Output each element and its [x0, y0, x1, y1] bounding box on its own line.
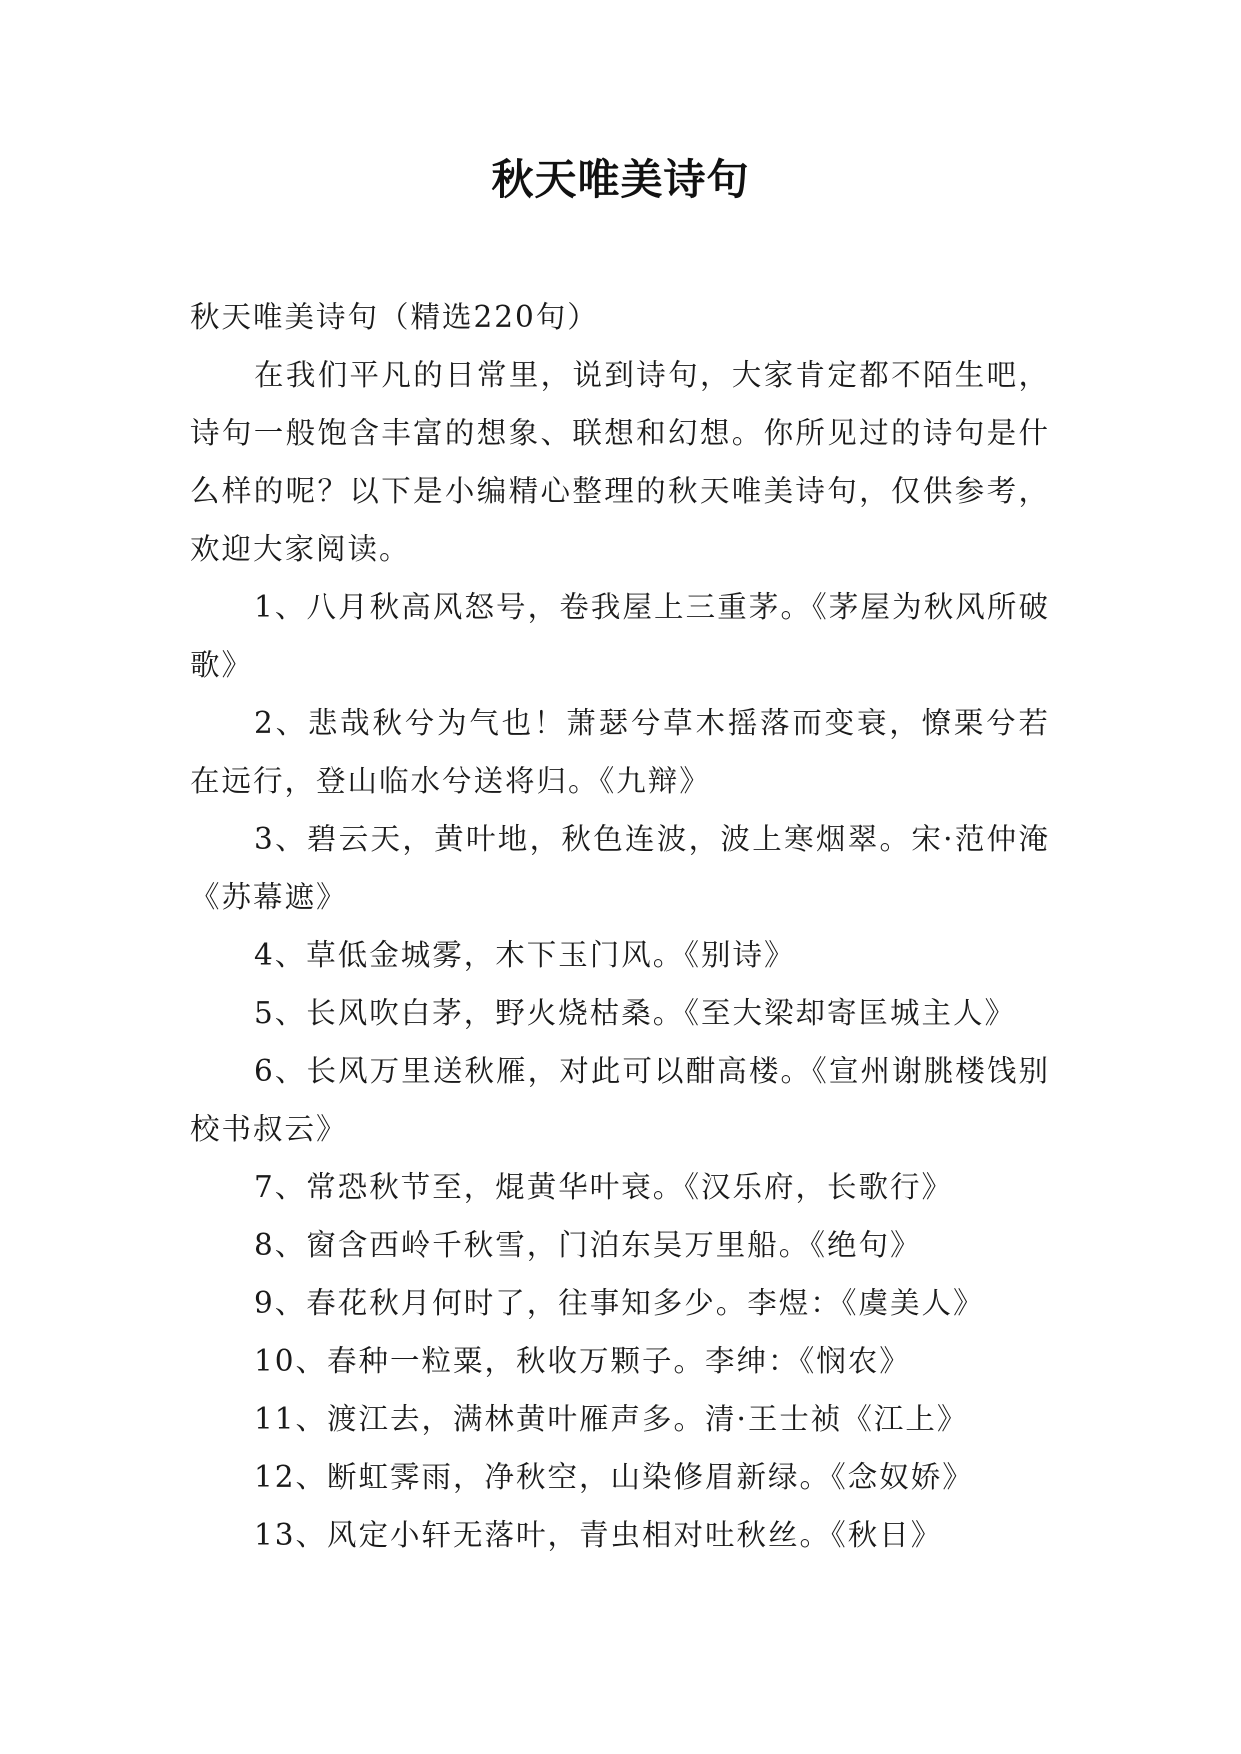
poem-line-2: 2、悲哉秋兮为气也！萧瑟兮草木摇落而变衰，憭栗兮若在远行，登山临水兮送将归。《九辩》 — [190, 706, 1050, 798]
document-subtitle: 秋天唯美诗句（精选220句） — [190, 300, 599, 334]
poem-line-8: 8、窗含西岭千秋雪，门泊东吴万里船。《绝句》 — [254, 1228, 922, 1262]
poem-line-12: 12、断虹霁雨，净秋空，山染修眉新绿。《念奴娇》 — [254, 1460, 974, 1494]
poem-line-11: 11、渡江去，满林黄叶雁声多。清·王士祯《江上》 — [254, 1402, 969, 1436]
poem-line-5: 5、长风吹白茅，野火烧枯桑。《至大梁却寄匡城主人》 — [254, 996, 1017, 1030]
poem-line-9: 9、春花秋月何时了，往事知多少。李煜：《虞美人》 — [254, 1286, 985, 1320]
document-title: 秋天唯美诗句 — [491, 155, 750, 204]
poem-line-4: 4、草低金城雾，木下玉门风。《别诗》 — [254, 938, 796, 972]
poem-line-3: 3、碧云天，黄叶地，秋色连波，波上寒烟翠。宋·范仲淹《苏幕遮》 — [190, 822, 1050, 914]
poem-line-1: 1、八月秋高风怒号，卷我屋上三重茅。《茅屋为秋风所破歌》 — [190, 590, 1050, 682]
intro-paragraph: 在我们平凡的日常里，说到诗句，大家肯定都不陌生吧，诗句一般饱含丰富的想象、联想和幻想。你所见过的诗句是什么样的呢？以下是小编精心整理的秋天唯美诗句，仅供参考，欢迎大家阅读。 — [190, 358, 1050, 566]
poem-line-7: 7、常恐秋节至，焜黄华叶衰。《汉乐府，长歌行》 — [254, 1170, 954, 1204]
document-body — [190, 288, 1050, 1564]
poem-line-13: 13、风定小轩无落叶，青虫相对吐秋丝。《秋日》 — [254, 1518, 943, 1552]
poem-line-6: 6、长风万里送秋雁，对此可以酣高楼。《宣州谢朓楼饯别校书叔云》 — [190, 1054, 1050, 1146]
poem-line-10: 10、春种一粒粟，秋收万颗子。李绅：《悯农》 — [254, 1344, 911, 1378]
